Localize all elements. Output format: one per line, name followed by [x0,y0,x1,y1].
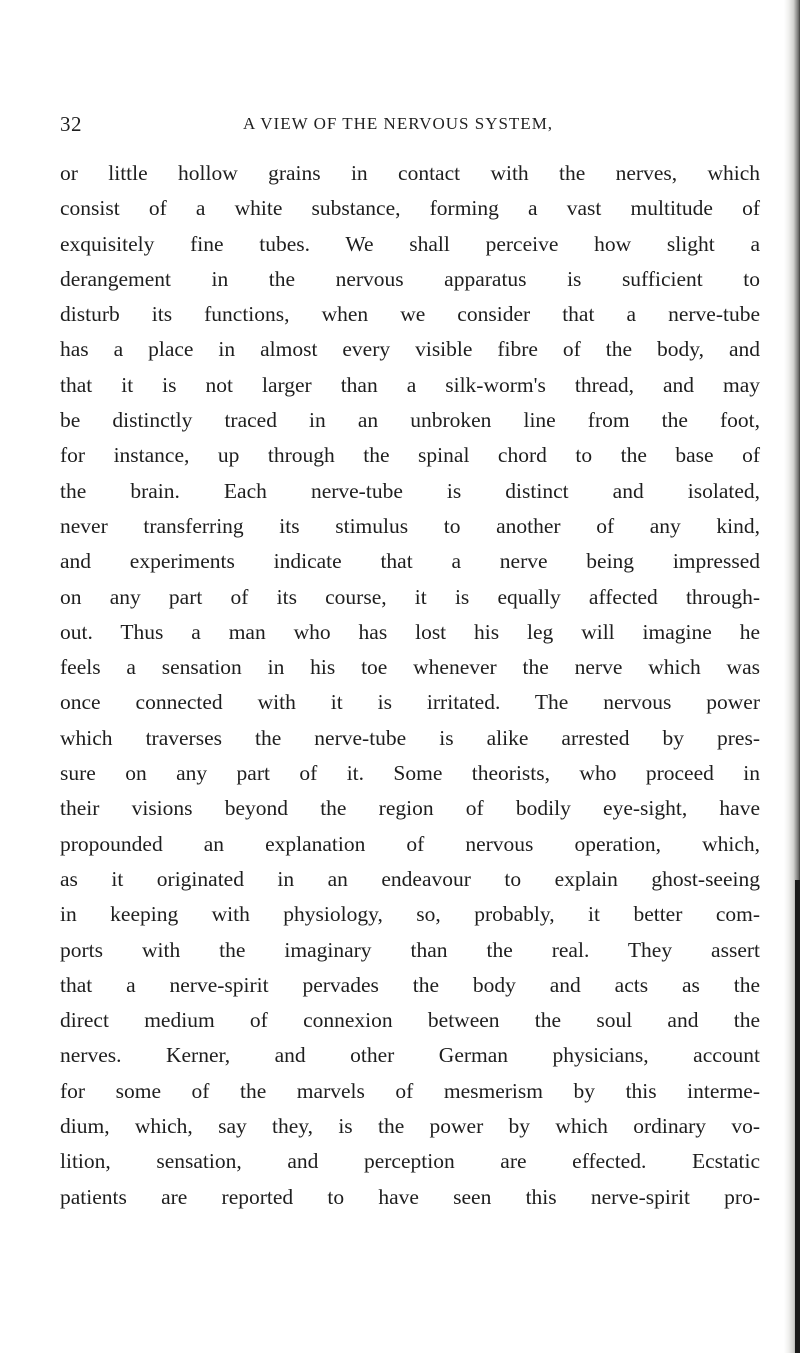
text-line: their visions beyond the region of bodily eye-sight, have [60,796,760,821]
text-line: ports with the imaginary than the real. They assert [60,937,760,962]
text-line: for some of the marvels of mesmerism by this interme- [60,1078,760,1103]
text-line: disturb its functions, when we consider that a nerve-tube [60,302,760,327]
text-line: the brain. Each nerve-tube is distinct and isolated, [60,478,760,503]
text-line: lition, sensation, and perception are effected. Ecstatic [60,1149,760,1174]
text-line: sure on any part of it. Some theorists, who proceed in [60,761,760,786]
running-head [60,112,760,142]
text-line: consist of a white substance, forming a vast multitude of [60,196,760,221]
text-line: for instance, up through the spinal chord to the base of [60,443,760,468]
text-line: that a nerve-spirit pervades the body and acts as the [60,972,760,997]
text-line: patients are reported to have seen this nerve-spirit pro- [60,1184,760,1209]
text-line: has a place in almost every visible fibre of the body, and [60,337,760,362]
text-line: on any part of its course, it is equally affected through- [60,584,760,609]
text-line: nerves. Kerner, and other German physicians, account [60,1043,760,1068]
text-line: and experiments indicate that a nerve being impressed [60,549,760,574]
running-title: A VIEW OF THE NERVOUS SYSTEM, [243,114,554,133]
text-line: that it is not larger than a silk-worm's thread, and may [60,372,760,397]
page-number: 32 [60,112,82,136]
text-line: feels a sensation in his toe whenever the nerve which was [60,655,760,680]
body-paragraph [60,156,760,1215]
text-line: direct medium of connexion between the soul and the [60,1008,760,1033]
text-line: derangement in the nervous apparatus is sufficient to [60,266,760,291]
text-line: propounded an explanation of nervous operation, which, [60,831,760,856]
text-line: in keeping with physiology, so, probably, it better com- [60,902,760,927]
text-line: once connected with it is irritated. The nervous power [60,690,760,715]
text-line: be distinctly traced in an unbroken line from the foot, [60,408,760,433]
text-line: or little hollow grains in contact with the nerves, which [60,161,760,185]
text-line: exquisitely fine tubes. We shall perceive how slight a [60,231,760,256]
text-line: as it originated in an endeavour to explain ghost-seeing [60,866,760,891]
text-line: dium, which, say they, is the power by which ordinary vo- [60,1114,760,1139]
book-spine-edge [795,880,800,1353]
text-line: never transferring its stimulus to another of any kind, [60,513,760,538]
text-line: out. Thus a man who has lost his leg will imagine he [60,619,760,644]
text-line: which traverses the nerve-tube is alike arrested by pres- [60,725,760,750]
